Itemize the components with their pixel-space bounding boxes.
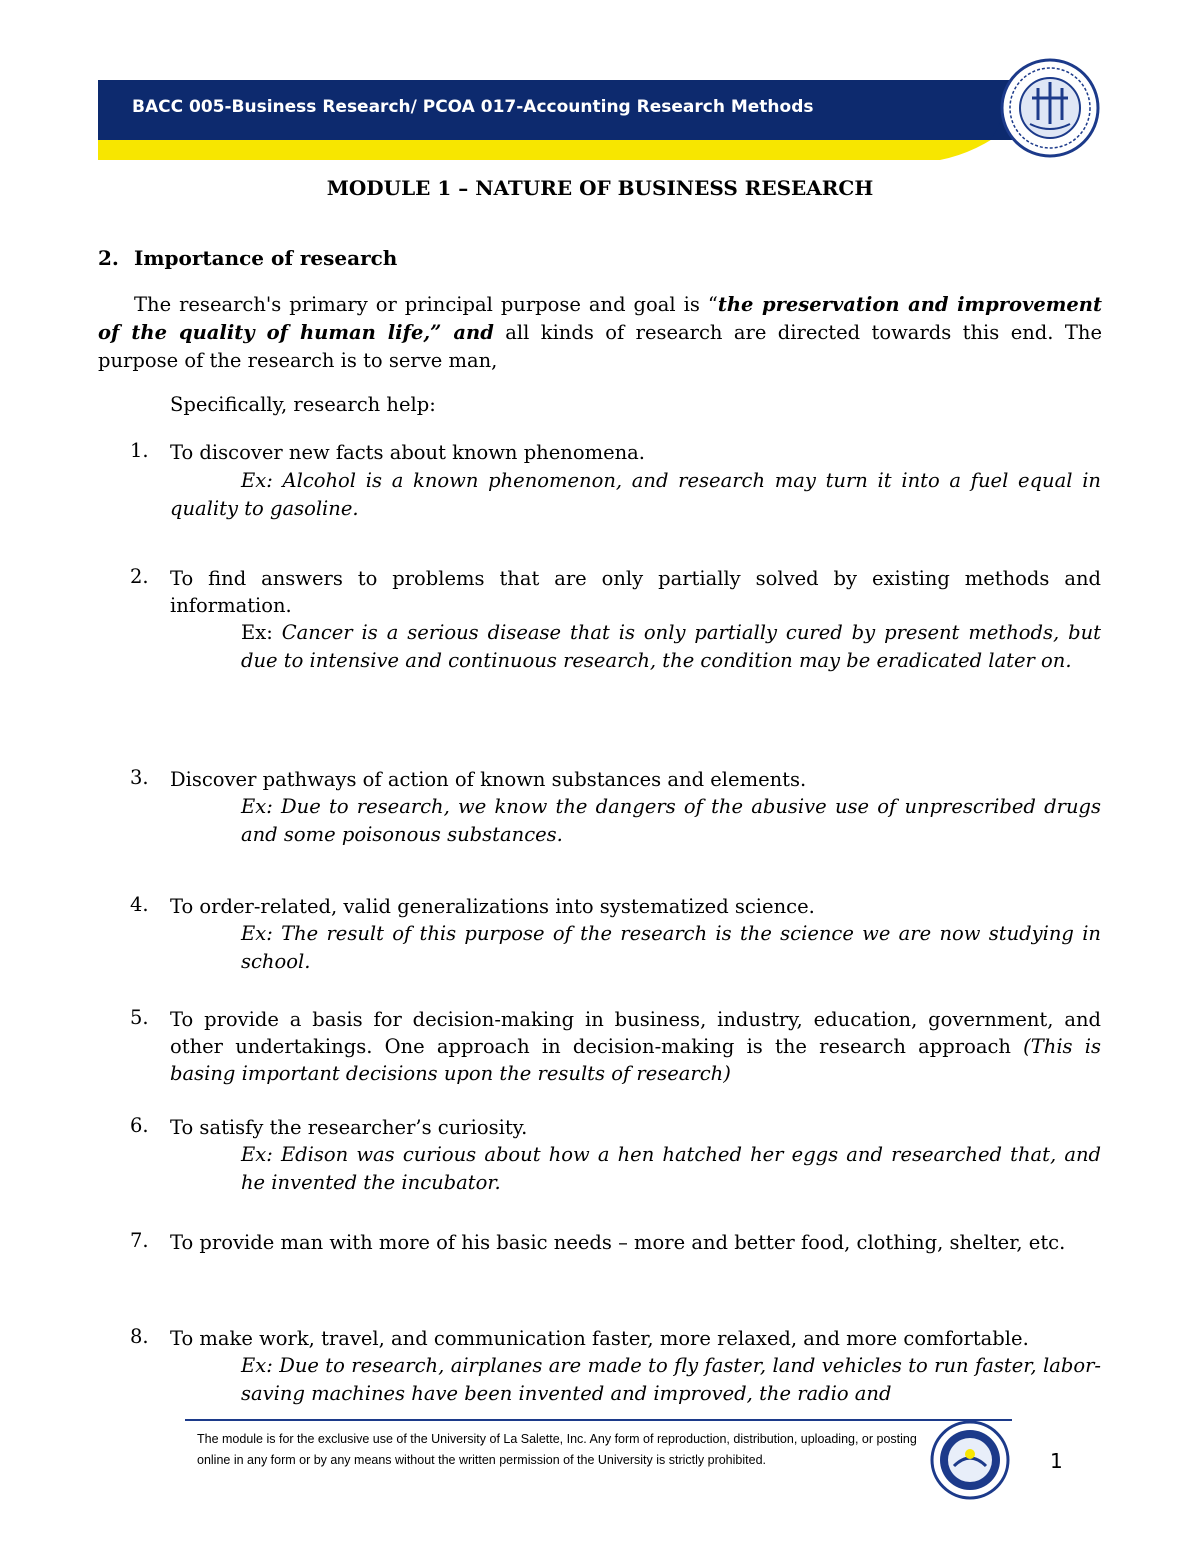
- footer-notice: The module is for the exclusive use of the University of La Salette, Inc. Any form of reproduction, distribution, uploading, or posting online in any form or by any means without the written permission of the University is strictly prohibited.: [197, 1432, 917, 1467]
- item-text: To satisfy the researcher’s curiosity.: [170, 1116, 528, 1139]
- item-example: Ex: The result of this purpose of the research is the science we are now studying in school.: [241, 922, 1101, 973]
- module-title: MODULE 1 – NATURE OF BUSINESS RESEARCH: [326, 176, 874, 200]
- university-seal-icon: [1000, 58, 1100, 158]
- item-text: To find answers to problems that are only partially solved by existing methods and information.: [170, 567, 1101, 617]
- lead-sentence: Specifically, research help:: [170, 393, 436, 416]
- item-text: To provide a basis for decision-making in business, industry, education, government, and other undertakings. One approach in decision-making is the research approach (This is basing important decisions upon the results of research): [170, 1008, 1101, 1085]
- intro-paragraph: The research's primary or principal purpose and goal is “the preservation and improvement of the quality of human life,” and all kinds of research are directed towards this end. The purpose of the research is to serve man,: [98, 293, 1102, 372]
- page-number: 1: [1050, 1449, 1063, 1473]
- item-text: To order-related, valid generalizations into systematized science.: [170, 895, 815, 918]
- college-seal-icon: [930, 1420, 1010, 1500]
- item-note: (This is basing important decisions upon the results of research): [170, 1035, 1101, 1085]
- item-example: Ex: Due to research, we know the dangers of the abusive use of unprescribed drugs and some poisonous substances.: [241, 795, 1101, 846]
- header-title: BACC 005-Business Research/ PCOA 017-Accounting Research Methods: [132, 97, 814, 117]
- item-example: Ex: Cancer is a serious disease that is only partially cured by present methods, but due to intensive and continuous research, the condition may be eradicated later on.: [241, 621, 1101, 672]
- item-text: Discover pathways of action of known substances and elements.: [170, 768, 807, 791]
- emphasis-text: the preservation and improvement of the quality of human life,” and: [98, 293, 1102, 344]
- item-example: Ex: Edison was curious about how a hen hatched her eggs and researched that, and he invented the incubator.: [241, 1143, 1101, 1194]
- section-number: 2.: [98, 246, 119, 270]
- item-example: Ex: Alcohol is a known phenomenon, and research may turn it into a fuel equal in quality to gasoline.: [170, 469, 1101, 520]
- item-text: To provide man with more of his basic needs – more and better food, clothing, shelter, etc.: [170, 1231, 1066, 1254]
- item-text: To make work, travel, and communication faster, more relaxed, and more comfortable.: [170, 1327, 1029, 1350]
- footer-rule: [185, 1419, 1012, 1421]
- section-title: Importance of research: [134, 246, 398, 270]
- item-example: Ex: Due to research, airplanes are made to fly faster, land vehicles to run faster, labor-saving machines have been invented and improved, the radio and: [241, 1354, 1101, 1405]
- item-text: To discover new facts about known phenomena.: [170, 441, 645, 464]
